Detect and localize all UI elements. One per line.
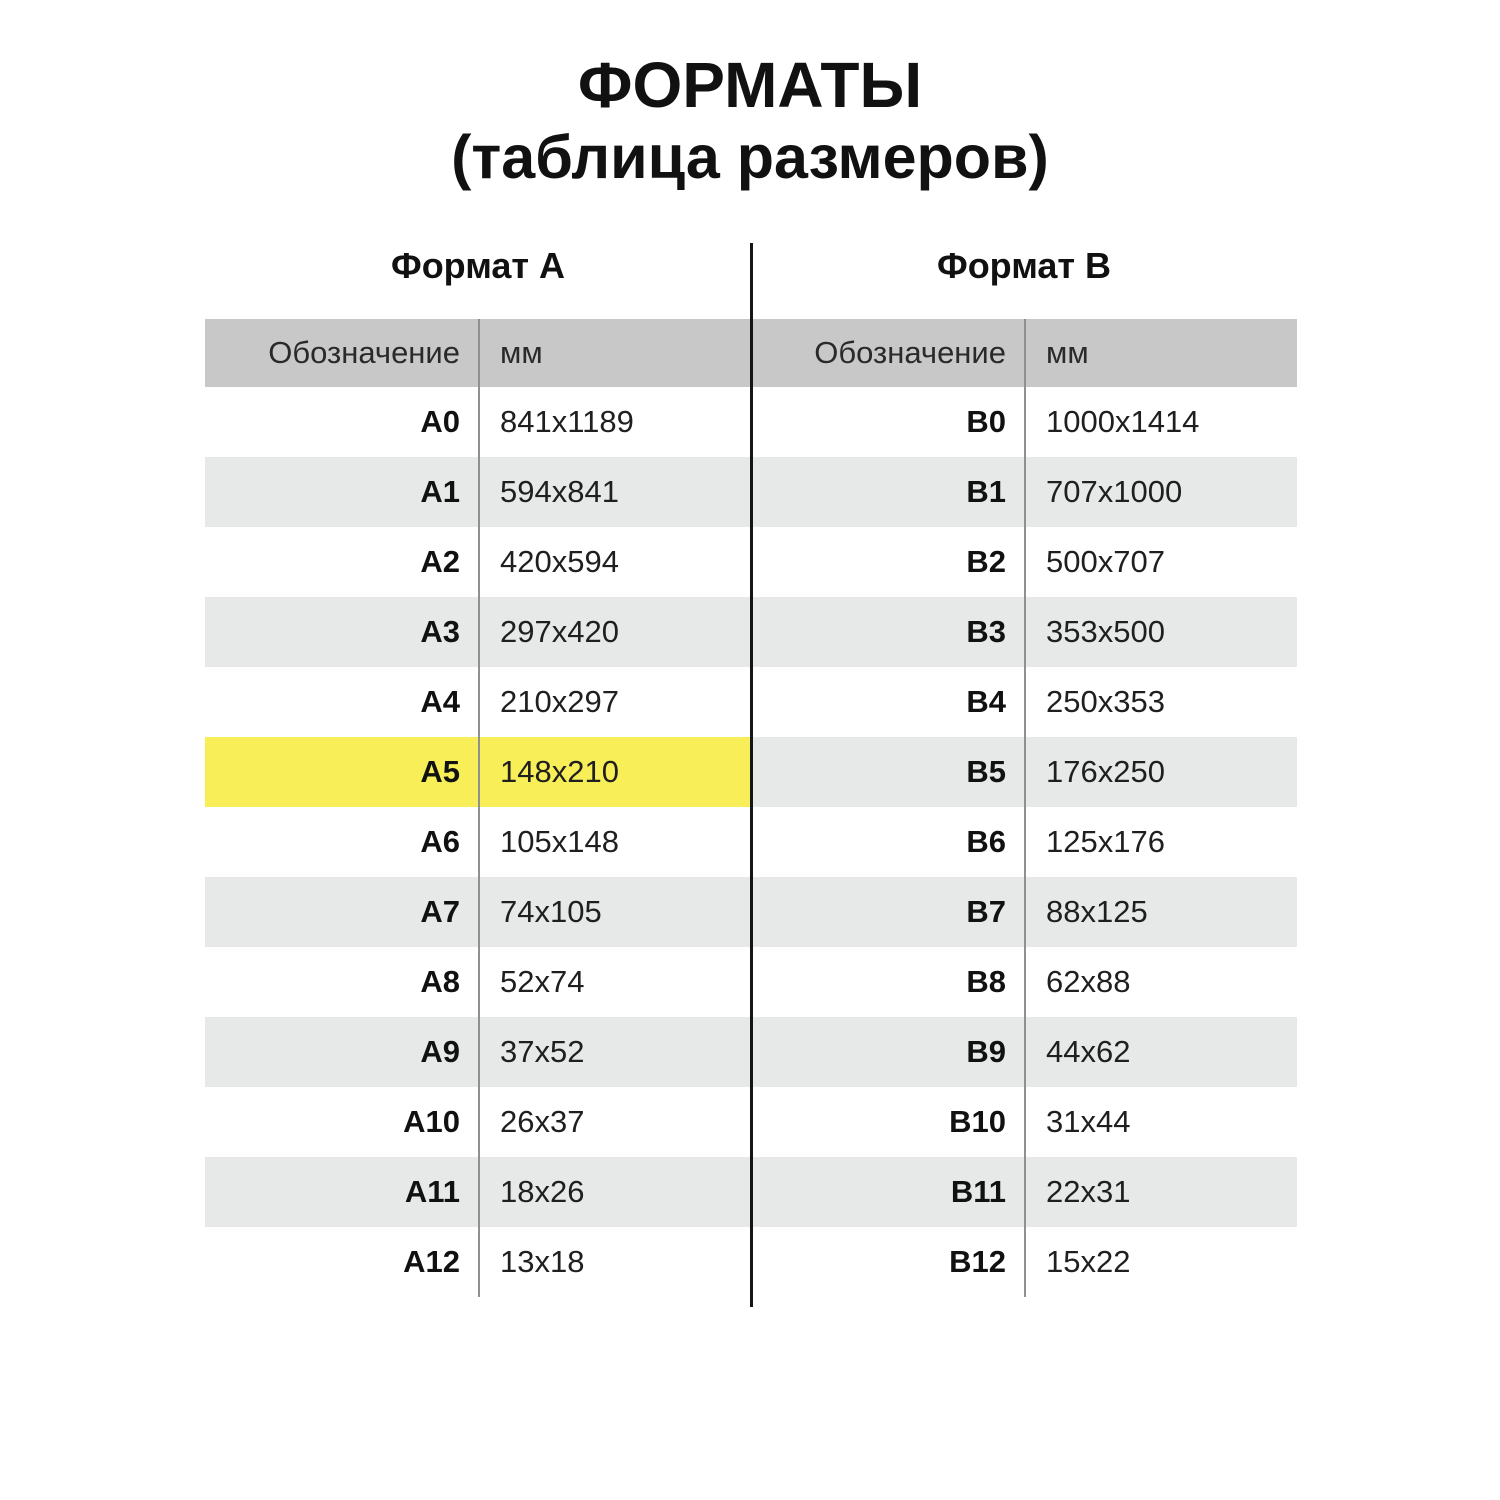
table-row [205,1157,751,1227]
format-designation: A7 [205,877,480,947]
format-size-mm: 26x37 [500,1104,585,1139]
format-designation: B8 [751,947,1026,1017]
designation-column-header: Обозначение [205,319,480,387]
mm-column-header: мм [500,335,543,370]
format-b-header-row [751,319,1297,387]
format-designation: B3 [751,597,1026,667]
format-size-mm: 500x707 [1046,544,1165,579]
table-row [205,807,751,877]
format-designation: B11 [751,1157,1026,1227]
table-row [751,1157,1297,1227]
table-row [751,807,1297,877]
format-size-mm: 353x500 [1046,614,1165,649]
format-size-mm: 707x1000 [1046,474,1183,509]
table-row [205,1087,751,1157]
table-row [205,387,751,457]
format-designation: A2 [205,527,480,597]
table-row [751,667,1297,737]
format-a-table [205,319,751,1297]
format-designation: A3 [205,597,480,667]
table-row-highlighted [205,737,751,807]
format-size-mm: 125x176 [1046,824,1165,859]
format-designation: B1 [751,457,1026,527]
format-size-mm: 105x148 [500,824,619,859]
format-a-header-row [205,319,751,387]
format-size-mm: 52x74 [500,964,585,999]
format-designation: A6 [205,807,480,877]
format-size-mm: 176x250 [1046,754,1165,789]
format-size-mm: 74x105 [500,894,602,929]
table-row [751,947,1297,1017]
format-a-rows [205,387,751,1297]
format-size-mm: 44x62 [1046,1034,1131,1069]
size-tables [205,245,1297,1297]
table-row [205,877,751,947]
format-b-table [751,319,1297,1297]
format-designation: A1 [205,457,480,527]
format-size-mm: 250x353 [1046,684,1165,719]
table-row [205,597,751,667]
table-row [205,1227,751,1297]
format-designation: B2 [751,527,1026,597]
format-designation: B5 [751,737,1026,807]
page-subtitle: (таблица размеров) [451,123,1049,191]
format-size-mm: 13x18 [500,1244,585,1279]
format-size-mm: 1000x1414 [1046,404,1200,439]
format-designation: B10 [751,1087,1026,1157]
table-row [751,457,1297,527]
table-row [751,737,1297,807]
table-row [205,667,751,737]
format-designation: B12 [751,1227,1026,1297]
format-designation: A8 [205,947,480,1017]
format-designation: A11 [205,1157,480,1227]
format-designation: B6 [751,807,1026,877]
table-row [751,597,1297,667]
table-row [751,1087,1297,1157]
format-designation: A10 [205,1087,480,1157]
format-size-mm: 37x52 [500,1034,585,1069]
format-designation: A0 [205,387,480,457]
table-row [751,1227,1297,1297]
format-size-mm: 15x22 [1046,1244,1131,1279]
format-size-mm: 18x26 [500,1174,585,1209]
format-size-mm: 62x88 [1046,964,1131,999]
table-row [205,527,751,597]
table-row [751,527,1297,597]
format-designation: A4 [205,667,480,737]
format-a-title: Формат А [390,245,566,286]
format-b-title: Формат B [936,245,1112,286]
table-row [205,457,751,527]
designation-column-header: Обозначение [751,319,1026,387]
format-size-mm: 148x210 [500,754,619,789]
format-designation: A9 [205,1017,480,1087]
table-row [205,947,751,1017]
format-size-mm: 88x125 [1046,894,1148,929]
format-designation: A5 [205,737,480,807]
center-divider-line [750,243,753,1307]
table-row [751,877,1297,947]
format-size-mm: 420x594 [500,544,619,579]
format-size-mm: 841x1189 [500,404,634,439]
mm-column-header: мм [1046,335,1089,370]
format-designation: B4 [751,667,1026,737]
format-size-mm: 22x31 [1046,1174,1131,1209]
format-size-mm: 31x44 [1046,1104,1131,1139]
format-size-mm: 594x841 [500,474,619,509]
format-size-mm: 210x297 [500,684,619,719]
format-size-mm: 297x420 [500,614,619,649]
table-row [751,387,1297,457]
format-designation: B9 [751,1017,1026,1087]
format-designation: B0 [751,387,1026,457]
format-designation: B7 [751,877,1026,947]
format-b-rows [751,387,1297,1297]
table-row [205,1017,751,1087]
format-designation: A12 [205,1227,480,1297]
page-title: ФОРМАТЫ [577,49,923,121]
table-row [751,1017,1297,1087]
